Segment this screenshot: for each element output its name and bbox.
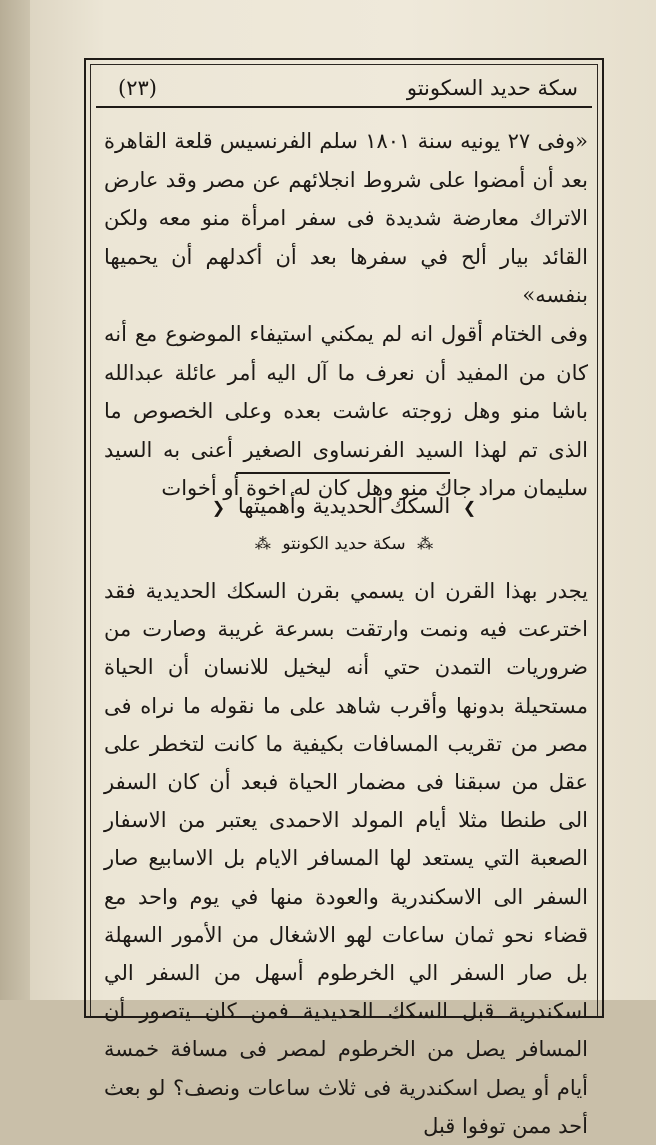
- ornament-left-icon: ❮: [211, 498, 226, 517]
- running-title: سكة حديد السكونتو: [406, 76, 578, 100]
- section-heading: [86, 494, 602, 518]
- paragraph-quote: «وفى ٢٧ يونيه سنة ١٨٠١ سلم الفرنسيس قلعة القاهرة بعد أن أمضوا على شروط انجلائهم عن مصر وقد عارض الاتراك معارضة شديدة فى سفر امرأة منو معه ولكن القائد بيار ألح في سفرها بعد أن أكدلهم أن يحميها بنفسه»: [104, 129, 588, 308]
- page-number: (٢٣): [118, 76, 157, 100]
- section-subheading-text: سكة حديد الكونتو: [282, 534, 406, 554]
- paragraph-railways: يجدر بهذا القرن ان يسمي بقرن السكك الحديدية فقد اخترعت فيه ونمت وارتقت بسرعة غريبة وصارت من ضروريات التمدن حتي أنه ليخيل للانسان أن الحياة مستحيلة بدونها وأقرب شاهد على ما نقوله ما نراه فى مصر من تقريب المسافات بكيفية ما كانت لتخطر على عقل من سبقنا فى مضمار الحياة فبعد أن كان السفر الى طنطا مثلا أيام المولد الاحمدى يعتبر من الاسفار الصعبة التي يستعد لها المسافر الايام بل الاسابيع صار السفر الى الاسكندرية والعودة منها في يوم واحد مع قضاء نحو ثمان ساعات لهو الاشغال من الأمور السهلة بل صار السفر الي الخرطوم أسهل من السفر الي اسكندرية قبل السكك الحديدية فمن كان يتصور أن المسافر يصل من الخرطوم لمصر فى مسافة خمسة أيام أو يصل اسكندرية فى ثلاث ساعات ونصف؟ لو بعث أحد ممن توفوا قبل: [104, 579, 588, 1138]
- section-subheading: [86, 534, 602, 554]
- running-header: [96, 70, 592, 108]
- text-block-bottom: [104, 572, 588, 1145]
- text-block-top: [104, 122, 588, 508]
- ornament-right-icon: ❯: [462, 498, 477, 517]
- page-frame: [84, 58, 604, 1138]
- flourish-right-icon: ⁂: [417, 534, 434, 553]
- section-heading-text: السكك الحديدية وأهميتها: [237, 494, 451, 518]
- section-divider: [236, 472, 450, 474]
- flourish-left-icon: ⁂: [254, 534, 271, 553]
- paragraph-conclusion: وفى الختام أقول انه لم يمكني استيفاء الموضوع مع أنه كان من المفيد أن نعرف ما آل اليه أمر عائلة عبدالله باشا منو وهل زوجته عاشت بعده وعلى الخصوص ما الذى تم لهذا السيد الفرنساوى الصغير أعنى به السيد سليمان مراد جاك منو وهل كان له اخوة أو أخوات: [104, 321, 588, 501]
